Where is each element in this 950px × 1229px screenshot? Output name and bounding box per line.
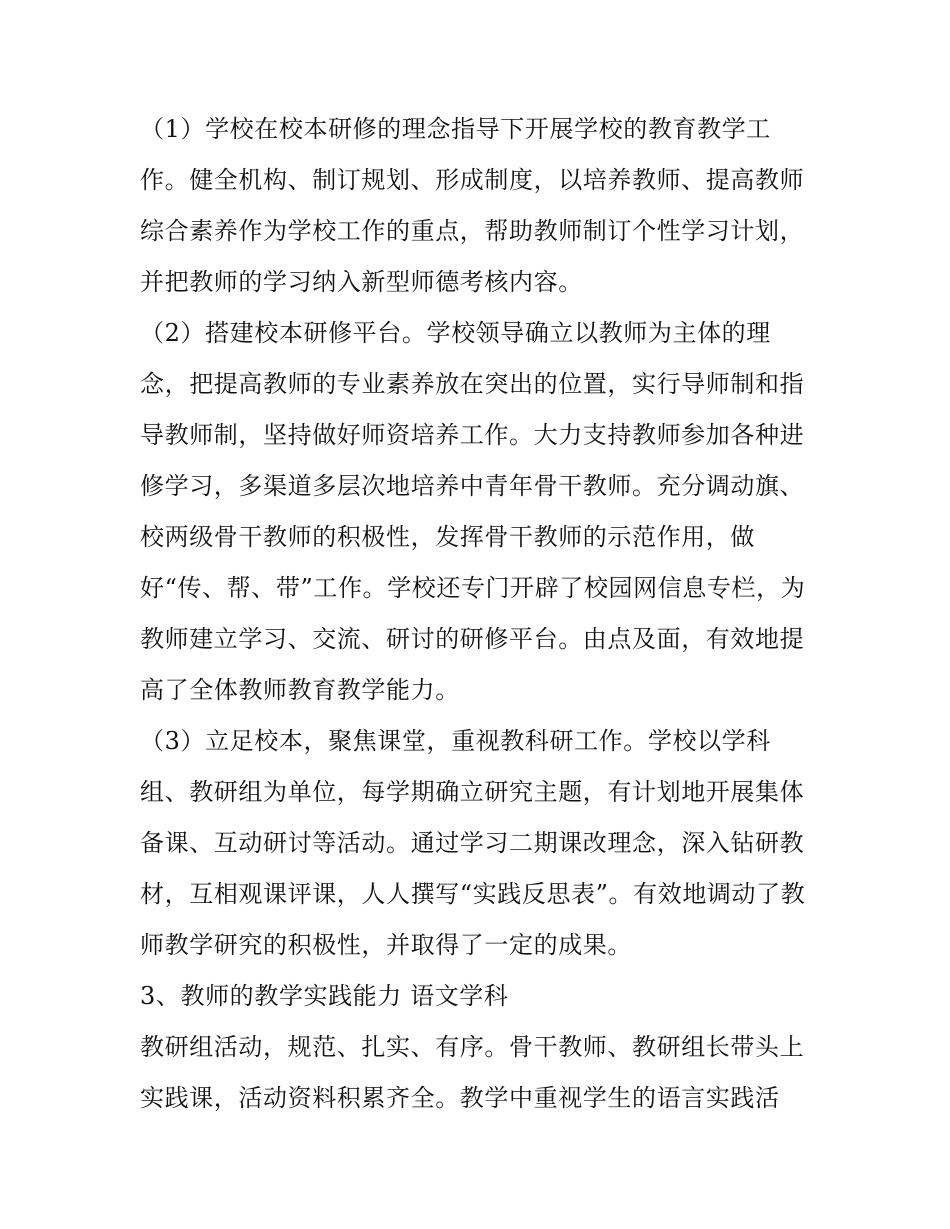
text-line: 导教师制，坚持做好师资培养工作。大力支持教师参加各种进 bbox=[140, 421, 805, 449]
text-line: 校两级骨干教师的积极性，发挥骨干教师的示范作用，做 bbox=[140, 523, 755, 551]
text-line: 3、教师的教学实践能力 语文学科 bbox=[140, 982, 509, 1010]
text-line: （2）搭建校本研修平台。学校领导确立以教师为主体的理 bbox=[140, 319, 771, 347]
text-line: 教师建立学习、交流、研讨的研修平台。由点及面，有效地提 bbox=[140, 625, 805, 653]
text-line: 材，互相观课评课，人人撰写“实践反思表”。有效地调动了教 bbox=[140, 880, 806, 908]
text-line: （3）立足校本，聚焦课堂，重视教科研工作。学校以学科 bbox=[140, 727, 771, 755]
text-line: 好“传、帮、带”工作。学校还专门开辟了校园网信息专栏，为 bbox=[140, 574, 806, 602]
text-line: 备课、互动研讨等活动。通过学习二期课改理念，深入钻研教 bbox=[140, 829, 805, 857]
text-line: 组、教研组为单位，每学期确立研究主题，有计划地开展集体 bbox=[140, 778, 805, 806]
text-line: 实践课，活动资料积累齐全。教学中重视学生的语言实践活 bbox=[140, 1084, 780, 1112]
text-line: 念，把提高教师的专业素养放在突出的位置，实行导师制和指 bbox=[140, 370, 805, 398]
text-line: 作。健全机构、制订规划、形成制度，以培养教师、提高教师 bbox=[140, 166, 805, 194]
text-line: （1）学校在校本研修的理念指导下开展学校的教育教学工 bbox=[140, 115, 771, 143]
text-line: 修学习，多渠道多层次地培养中青年骨干教师。充分调动旗、 bbox=[140, 472, 805, 500]
text-line: 教研组活动，规范、扎实、有序。骨干教师、教研组长带头上 bbox=[140, 1033, 805, 1061]
text-line: 并把教师的学习纳入新型师德考核内容。 bbox=[140, 268, 583, 296]
text-line: 高了全体教师教育教学能力。 bbox=[140, 676, 460, 704]
text-line: 综合素养作为学校工作的重点，帮助教师制订个性学习计划， bbox=[140, 217, 805, 245]
text-line: 师教学研究的积极性，并取得了一定的成果。 bbox=[140, 931, 632, 959]
